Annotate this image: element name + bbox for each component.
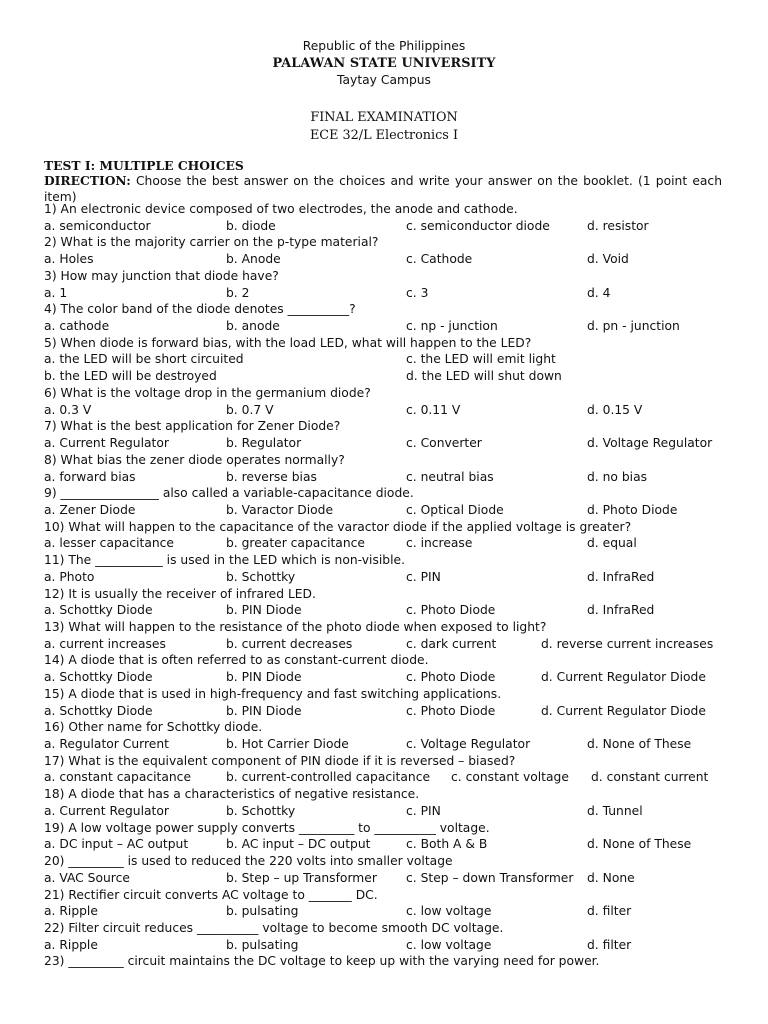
question-text: 16) Other name for Schottky diode. [44,720,263,735]
answer-option: a. Schottky Diode [44,670,153,685]
exam-title: FINAL EXAMINATION [310,110,458,125]
university-name: PALAWAN STATE UNIVERSITY [272,56,496,71]
answer-option: c. increase [406,536,473,551]
direction-label: DIRECTION: [44,173,131,188]
answer-option: c. neutral bias [406,469,494,484]
answer-option: d. pn - junction [587,319,680,334]
answer-option: a. Schottky Diode [44,703,153,718]
answer-option: c. dark current [406,636,497,651]
answer-option: c. Photo Diode [406,603,496,618]
answer-option: d. reverse current increases [541,636,714,651]
answer-option: c. PIN [406,803,441,818]
answer-option: d. 0.15 V [587,402,643,417]
answer-option: d. resistor [587,218,649,233]
answer-option: a. Holes [44,252,94,267]
question-text: 14) A diode that is often referred to as constant-current diode. [44,653,429,668]
answer-option: b. Schottky [226,569,296,584]
answer-option: d. 4 [587,285,611,300]
answer-option: b. AC input – DC output [226,837,371,852]
answer-option: a. lesser capacitance [44,536,174,551]
answer-option: d. None [587,870,635,885]
answer-option: b. Anode [226,252,281,267]
answer-option: a. Zener Diode [44,502,136,517]
question-text: 6) What is the voltage drop in the germanium diode? [44,385,371,400]
answer-option: b. Step – up Transformer [226,870,377,885]
answer-option: d. equal [587,536,637,551]
answer-option: c. constant voltage [451,770,569,785]
answer-option: a. Ripple [44,904,98,919]
answer-option: d. Current Regulator Diode [541,670,706,685]
answer-option: b. pulsating [226,937,299,952]
campus-name: Taytay Campus [337,73,431,87]
answer-option: b. greater capacitance [226,536,365,551]
answer-option: d. None of These [587,837,692,852]
question-text: 2) What is the majority carrier on the p-type material? [44,235,379,250]
question-text: 17) What is the equivalent component of PIN diode if it is reversed – biased? [44,753,516,768]
question-text: 20) _________ is used to reduced the 220 volts into smaller voltage [44,854,453,869]
question-text: 13) What will happen to the resistance of the photo diode when exposed to light? [44,620,547,634]
question-text: 15) A diode that is used in high-frequency and fast switching applications. [44,686,502,701]
question-text: 10) What will happen to the capacitance of the varactor diode if the applied voltage is greater? [44,519,632,534]
answer-option: c. Both A & B [406,837,488,852]
answer-option: d. filter [587,904,632,919]
answer-option: a. forward bias [44,469,136,484]
answer-option: b. diode [226,218,276,233]
answer-option: c. semiconductor diode [406,218,550,233]
answer-option: a. semiconductor [44,218,151,233]
answer-option: a. constant capacitance [44,770,192,785]
question-text: 21) Rectifier circuit converts AC voltage to _______ DC. [44,887,378,902]
answer-option: d. constant current [591,770,709,785]
question-text: 18) A diode that has a characteristics of negative resistance. [44,787,420,802]
test-title: TEST I: MULTIPLE CHOICES [44,158,244,173]
answer-option: a. DC input – AC output [44,837,189,852]
answer-option: c. Cathode [406,252,473,267]
answer-option: c. Voltage Regulator [406,737,531,752]
answer-option: a. Ripple [44,937,98,952]
answer-option: c. the LED will emit light [406,352,556,367]
answer-option: b. Schottky [226,803,296,818]
answer-option: a. Photo [44,569,95,584]
answer-option: c. low voltage [406,904,492,919]
answer-option: d. Current Regulator Diode [541,703,706,718]
answer-option: a. cathode [44,319,110,334]
answer-option: a. Current Regulator [44,436,169,451]
answer-option: b. current-controlled capacitance [226,770,431,785]
republic-line: Republic of the Philippines [302,39,466,53]
answer-option: b. Hot Carrier Diode [226,737,349,752]
answer-option: a. current increases [44,636,166,651]
answer-option: c. Converter [406,436,482,451]
answer-option: c. 3 [406,285,429,300]
answer-option: d. None of These [587,737,692,752]
answer-option: d. Tunnel [587,803,643,818]
answer-option: c. low voltage [406,937,492,952]
answer-option: d. no bias [587,469,648,484]
answer-option: b. 0.7 V [226,402,274,417]
answer-option: d. Photo Diode [587,502,678,517]
direction-text: Choose the best answer on the choices and write your answer on the booklet. (1 point each item) [44,174,722,204]
answer-option: d. InfraRed [587,603,655,618]
question-text: 3) How may junction that diode have? [44,268,279,283]
answer-option: a. 1 [44,285,68,300]
question-text: 23) _________ circuit maintains the DC voltage to keep up with the varying need for power. [44,954,600,969]
answer-option: d. the LED will shut down [406,369,562,384]
answer-option: b. Regulator [226,436,302,451]
question-text: 8) What bias the zener diode operates normally? [44,452,345,467]
answer-option: b. anode [226,319,280,334]
answer-option: a. VAC Source [44,870,130,885]
course-title: ECE 32/L Electronics I [309,128,459,143]
answer-option: b. 2 [226,285,250,300]
answer-option: a. Current Regulator [44,803,169,818]
answer-option: b. current decreases [226,636,353,651]
answer-option: b. PIN Diode [226,703,302,718]
question-text: 11) The ___________ is used in the LED which is non-visible. [44,553,405,568]
answer-option: c. 0.11 V [406,402,461,417]
answer-option: a. Schottky Diode [44,603,153,618]
question-text: 7) What is the best application for Zener Diode? [44,419,341,434]
question-text: 22) Filter circuit reduces __________ voltage to become smooth DC voltage. [44,920,504,935]
answer-option: d. InfraRed [587,569,655,584]
direction-paragraph [44,173,722,205]
answer-option: a. Regulator Current [44,737,169,752]
answer-option: d. Voltage Regulator [587,436,713,451]
answer-option: d. filter [587,937,632,952]
answer-option: c. Step – down Transformer [406,870,574,885]
answer-option: a. the LED will be short circuited [44,352,244,367]
answer-option: c. Photo Diode [406,670,496,685]
answer-option: a. 0.3 V [44,402,92,417]
answer-option: b. PIN Diode [226,603,302,618]
answer-option: b. PIN Diode [226,670,302,685]
answer-option: c. np - junction [406,319,498,334]
question-text: 9) ________________ also called a variable-capacitance diode. [44,486,414,501]
question-text: 12) It is usually the receiver of infrared LED. [44,586,316,601]
question-text: 4) The color band of the diode denotes __________? [44,302,356,317]
answer-option: d. Void [587,252,629,267]
answer-option: c. PIN [406,569,441,584]
answer-option: b. Varactor Diode [226,502,334,517]
answer-option: b. the LED will be destroyed [44,369,217,384]
answer-option: b. reverse bias [226,469,317,484]
answer-option: c. Photo Diode [406,703,496,718]
question-text: 19) A low voltage power supply converts _________ to __________ voltage. [44,820,490,835]
answer-option: c. Optical Diode [406,502,504,517]
question-text: 1) An electronic device composed of two electrodes, the anode and cathode. [44,202,518,216]
question-text: 5) When diode is forward bias, with the load LED, what will happen to the LED? [44,335,532,350]
answer-option: b. pulsating [226,904,299,919]
